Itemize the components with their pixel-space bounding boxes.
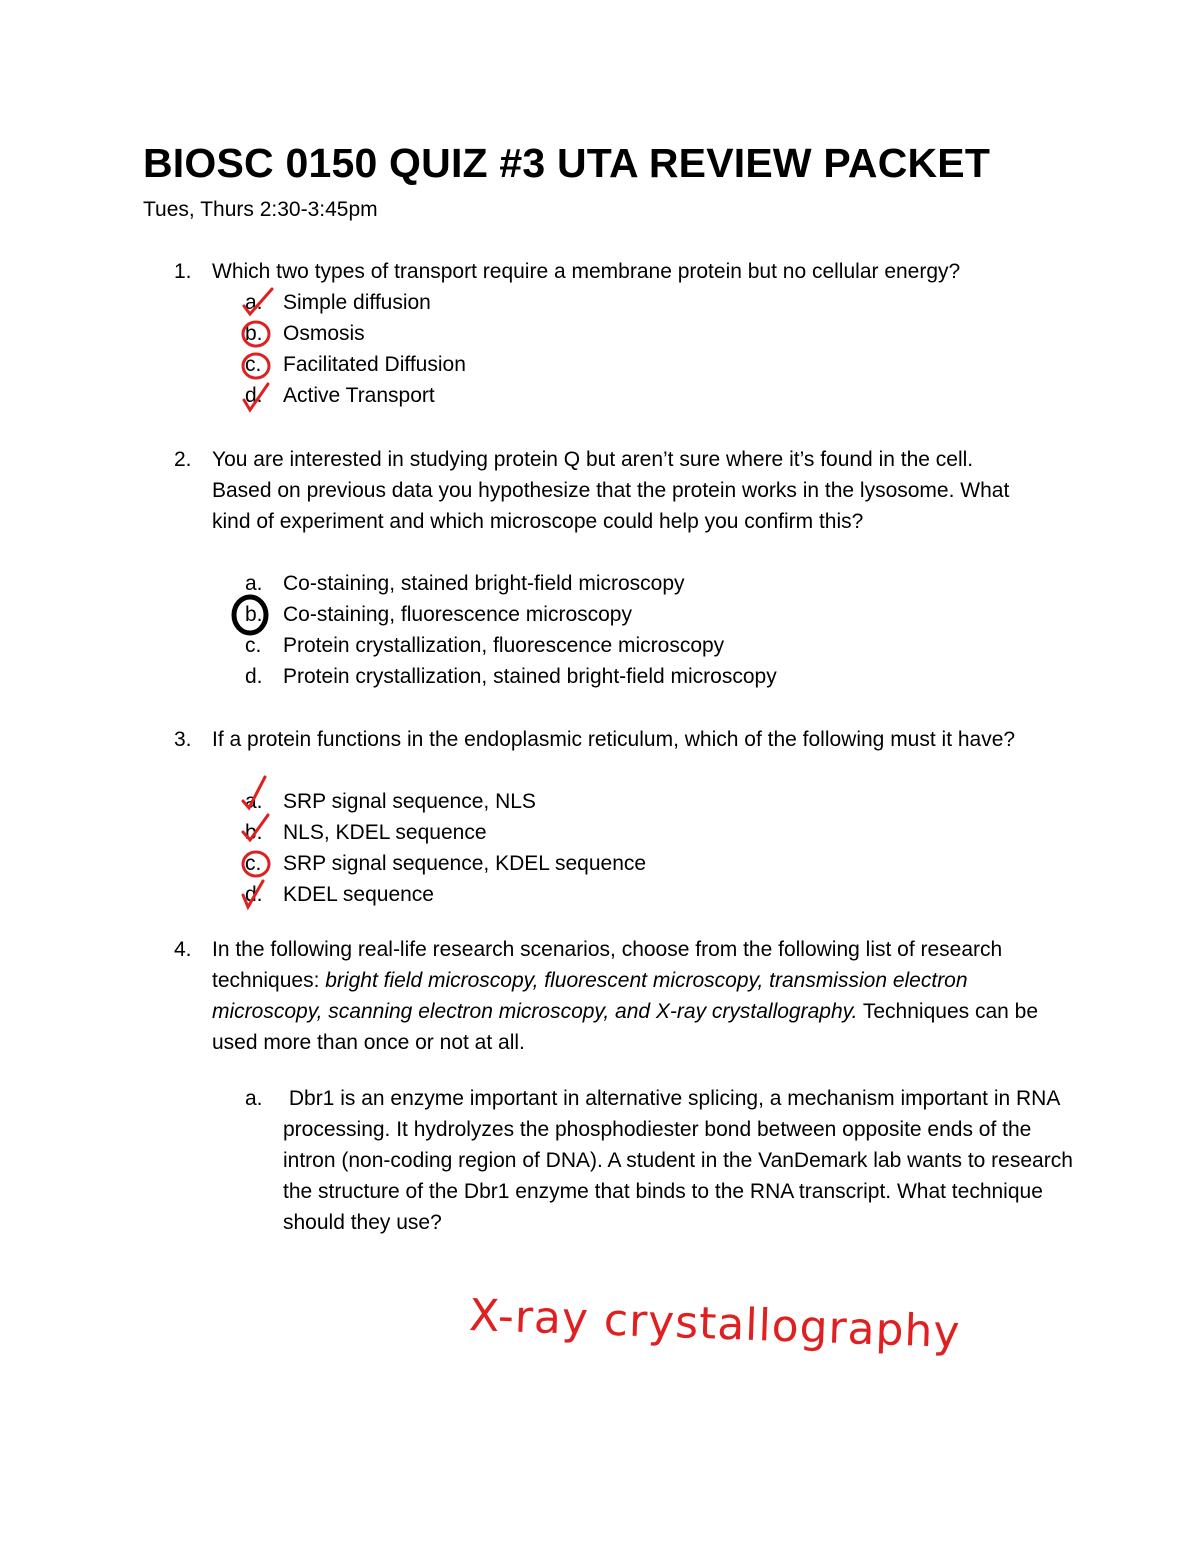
option-text: Co-staining, fluorescence microscopy bbox=[283, 603, 632, 626]
question-4-technique-list: bright field microscopy, fluorescent microscopy, transmission electron microscopy, scanning electron microscopy, and X-ray crystallography. bbox=[212, 969, 968, 1023]
handwritten-answer: X-ray crystallography bbox=[468, 1290, 962, 1359]
question-4-text-end: Techniques can be used more than once or not at all. bbox=[212, 1000, 1039, 1054]
option-letter: b. bbox=[245, 821, 263, 844]
option-letter: a. bbox=[245, 572, 263, 595]
question-4-text-start: In the following real-life research scenarios, choose from the following list of research techniques: bbox=[212, 938, 1003, 992]
class-schedule: Tues, Thurs 2:30-3:45pm bbox=[143, 198, 378, 221]
option-text: SRP signal sequence, NLS bbox=[283, 790, 536, 813]
question-3-number: 3. bbox=[174, 728, 192, 751]
option-text: Co-staining, stained bright-field microscopy bbox=[283, 572, 685, 595]
question-1-number: 1. bbox=[174, 260, 192, 283]
question-3-text: If a protein functions in the endoplasmic reticulum, which of the following must it have? bbox=[212, 728, 1016, 751]
option-text: Protein crystallization, stained bright-field microscopy bbox=[283, 665, 777, 688]
option-text: Simple diffusion bbox=[283, 291, 431, 314]
option-letter: a. bbox=[245, 790, 263, 813]
page-title: BIOSC 0150 QUIZ #3 UTA REVIEW PACKET bbox=[143, 140, 991, 186]
option-letter: a. bbox=[245, 291, 263, 314]
option-text: Osmosis bbox=[283, 322, 365, 345]
option-letter: d. bbox=[245, 665, 263, 688]
option-text: KDEL sequence bbox=[283, 883, 434, 906]
option-text: Facilitated Diffusion bbox=[283, 353, 466, 376]
option-text: SRP signal sequence, KDEL sequence bbox=[283, 852, 647, 875]
option-text: NLS, KDEL sequence bbox=[283, 821, 487, 844]
option-letter: d. bbox=[245, 384, 263, 407]
option-text: Active Transport bbox=[283, 384, 435, 407]
question-4-number: 4. bbox=[174, 938, 192, 961]
question-2-number: 2. bbox=[174, 448, 192, 471]
option-letter: c. bbox=[245, 634, 262, 657]
option-letter: c. bbox=[245, 353, 262, 376]
option-letter: d. bbox=[245, 883, 263, 906]
question-4-text bbox=[212, 934, 1042, 1058]
option-text: Protein crystallization, fluorescence microscopy bbox=[283, 634, 725, 657]
option-letter: b. bbox=[245, 603, 263, 626]
question-4a-text: Dbr1 is an enzyme important in alternative splicing, a mechanism important in RNA processing. It hydrolyzes the phosphodiester bond between opposite ends of the intron (non-coding region of DNA). A student in the VanDemark lab wants to research the structure of the Dbr1 enzyme that binds to the RNA transcript. What technique should they use? bbox=[283, 1087, 1079, 1234]
option-letter: c. bbox=[245, 852, 262, 875]
option-letter: b. bbox=[245, 322, 263, 345]
question-4a-letter: a. bbox=[245, 1087, 263, 1110]
question-1-text: Which two types of transport require a membrane protein but no cellular energy? bbox=[212, 260, 961, 283]
question-2-text: You are interested in studying protein Q but aren’t sure where it’s found in the cell. Based on previous data you hypothesize that the protein works in the lysosome. What kind of experiment and which microscope could help you confirm this? bbox=[212, 448, 1010, 533]
